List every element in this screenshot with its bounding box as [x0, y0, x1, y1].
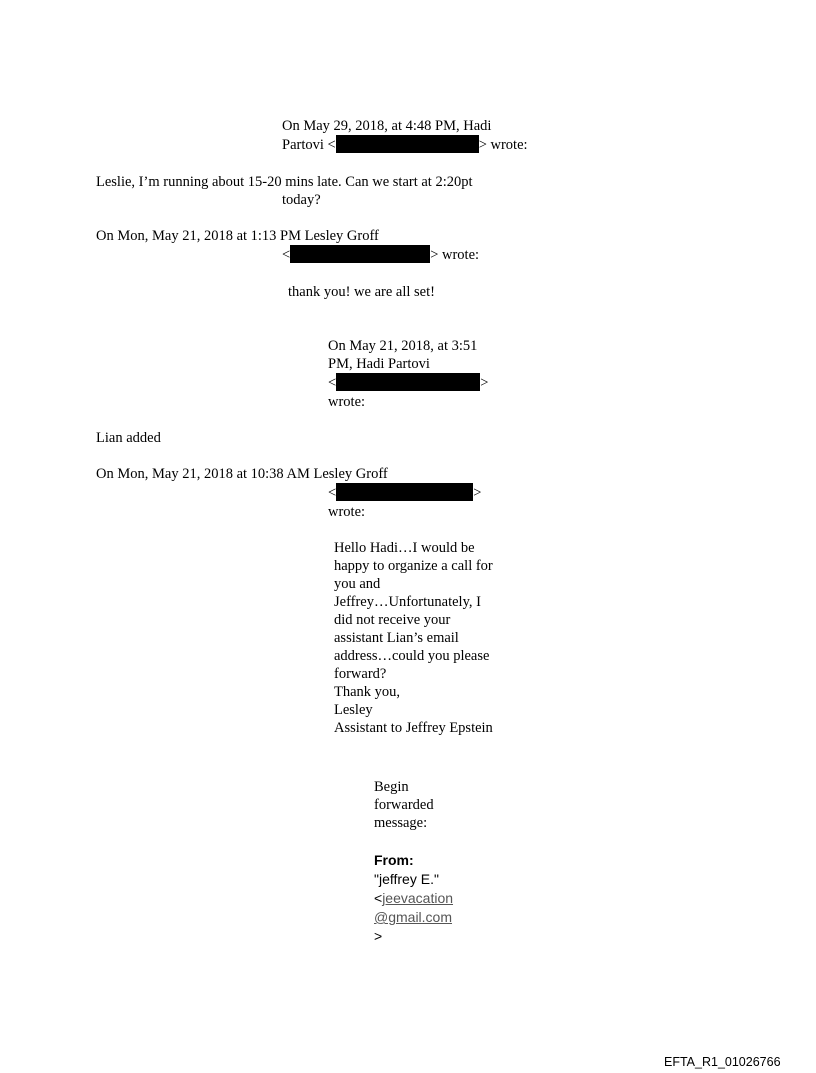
header-line: [282, 135, 528, 154]
header-line: [328, 373, 488, 392]
text: > wrote:: [478, 137, 528, 153]
text: <: [282, 247, 291, 263]
header-line: wrote:: [328, 504, 366, 520]
header-line: On Mon, May 21, 2018 at 1:13 PM Lesley Groff: [96, 228, 379, 244]
message-line: thank you! we are all set!: [288, 284, 435, 300]
text: >: [480, 375, 489, 391]
body-line: Hello Hadi…I would be: [334, 540, 475, 556]
message-line: today?: [282, 192, 321, 208]
redaction-bar: [290, 245, 430, 263]
header-line: [282, 245, 479, 264]
header-line: On Mon, May 21, 2018 at 10:38 AM Lesley Groff: [96, 466, 388, 482]
text: >: [374, 928, 383, 944]
header-line: On May 29, 2018, at 4:48 PM, Hadi: [282, 118, 492, 134]
text: > wrote:: [430, 247, 480, 263]
from-name: "jeffrey E.": [374, 871, 439, 887]
redaction-bar: [336, 373, 480, 391]
forward-line: forwarded: [374, 797, 434, 813]
text: >: [473, 485, 482, 501]
from-label: From:: [374, 852, 414, 868]
forward-line: Begin: [374, 779, 409, 795]
redaction-bar: [336, 483, 473, 501]
body-line: address…could you please: [334, 648, 490, 664]
message-line: Lian added: [96, 430, 161, 446]
body-line: happy to organize a call for: [334, 558, 493, 574]
text: <: [328, 485, 337, 501]
text: <: [328, 375, 337, 391]
email-link[interactable]: jeevacation: [382, 890, 454, 906]
redaction-bar: [336, 135, 479, 153]
body-line: Lesley: [334, 702, 373, 718]
body-line: Assistant to Jeffrey Epstein: [334, 720, 493, 736]
body-line: assistant Lian’s email: [334, 630, 459, 646]
body-line: did not receive your: [334, 612, 451, 628]
body-line: Thank you,: [334, 684, 401, 700]
header-line: On May 21, 2018, at 3:51: [328, 338, 478, 354]
body-line: forward?: [334, 666, 387, 682]
body-line: you and: [334, 576, 381, 592]
forwarded-header: [374, 778, 434, 832]
from-email-line: [374, 889, 453, 908]
message-line: Leslie, I’m running about 15-20 mins late. Can we start at 2:20pt: [96, 174, 473, 190]
bates-number: EFTA_R1_01026766: [664, 1055, 781, 1069]
message-body: [334, 539, 493, 737]
header-line: wrote:: [328, 394, 366, 410]
text: <: [374, 890, 383, 906]
text: Partovi <: [282, 137, 336, 153]
from-block: [374, 851, 453, 946]
email-link[interactable]: @gmail.com: [374, 909, 453, 925]
body-line: Jeffrey…Unfortunately, I: [334, 594, 481, 610]
header-line: PM, Hadi Partovi: [328, 356, 430, 372]
forward-line: message:: [374, 815, 428, 831]
header-line: [328, 483, 481, 502]
